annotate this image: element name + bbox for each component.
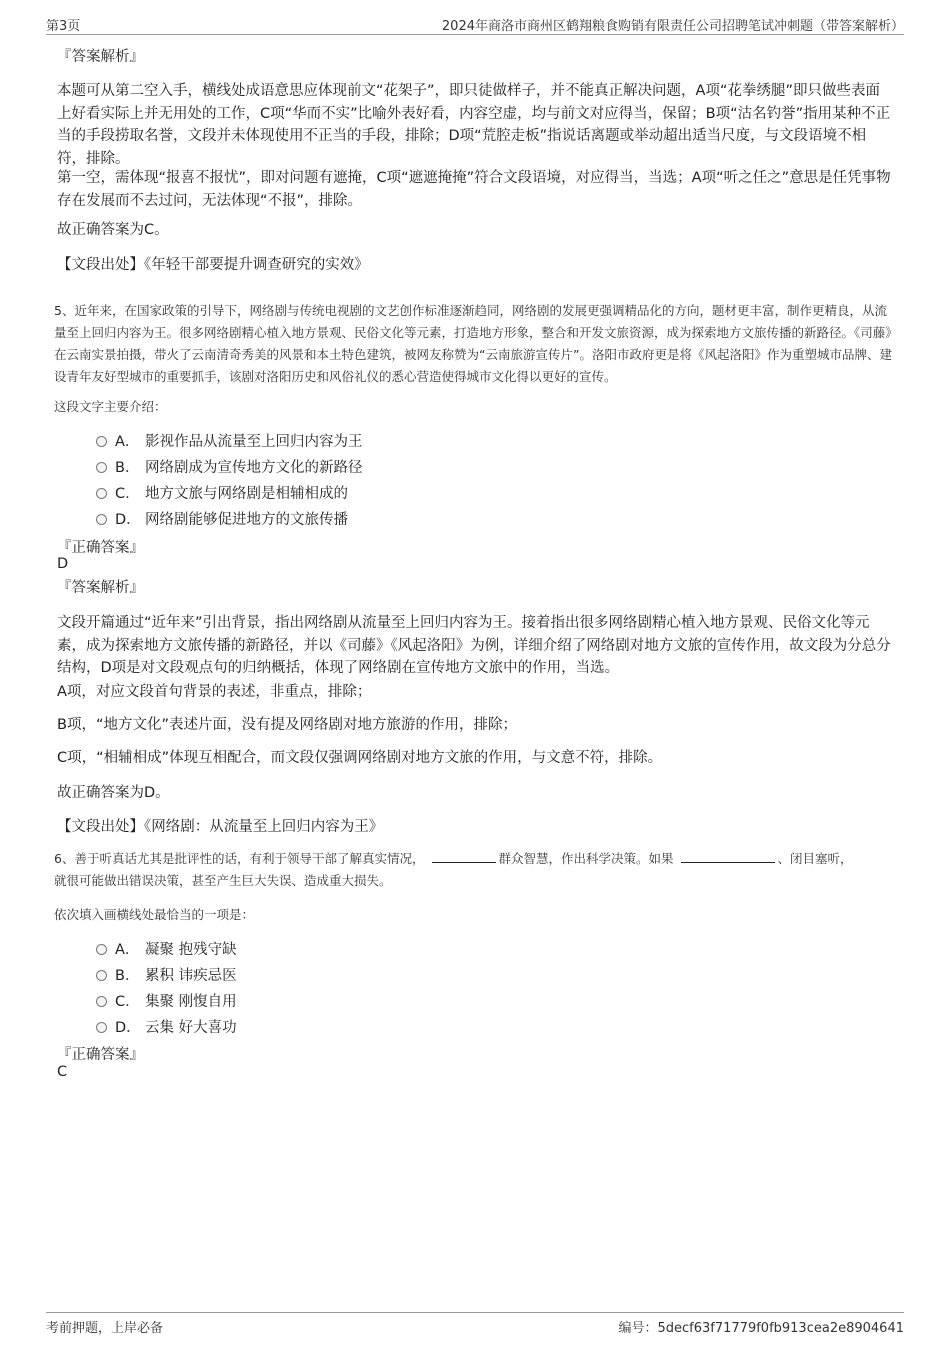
option-letter: D．	[115, 1020, 141, 1036]
document-title: 2024年商洛市商州区鹤翔粮食购销有限责任公司招聘笔试冲刺题（带答案解析）	[441, 19, 904, 34]
analysis-label: 『答案解析』	[57, 49, 144, 65]
correct-answer-label: 『正确答案』	[57, 540, 144, 556]
question-text-part: 群众智慧，作出科学决策。如果	[498, 851, 674, 866]
option-letter: B．	[115, 460, 140, 476]
analysis-paragraph: 文段开篇通过“近年来”引出背景，指出网络剧从流量至上回归内容为王。接着指出很多网络剧精心植入地方景观、民俗文化等元素，成为探索地方文旅传播的新路径，并以《司藤》《风起洛阳》为例，详细介绍了网络剧对地方文旅的宣传作用，故文段为分总分结构，D项是对文段观点句的归纳概括，体现了网络剧在宣传地方文旅中的作用，当选。	[57, 615, 891, 676]
option-text: 影视作品从流量至上回归内容为王	[145, 434, 363, 450]
radio-button[interactable]	[96, 488, 107, 499]
option-text: 累积 讳疾忌医	[145, 968, 237, 984]
passage-source: 【文段出处】《年轻干部要提升调查研究的实效》	[57, 257, 369, 273]
option-a[interactable]	[96, 431, 363, 453]
question-6-text	[54, 848, 898, 892]
question-text-part: 就很可能做出错误决策，甚至产生巨大失误、造成重大损失。	[54, 873, 392, 888]
answer-conclusion: 故正确答案为C。	[57, 222, 169, 238]
passage-source: 【文段出处】《网络剧：从流量至上回归内容为王》	[57, 819, 384, 835]
radio-button[interactable]	[96, 514, 107, 525]
radio-button[interactable]	[96, 944, 107, 955]
question-6-prompt: 依次填入画横线处最恰当的一项是：	[54, 907, 255, 922]
question-5-text: 5、近年来，在国家政策的引导下，网络剧与传统电视剧的文艺创作标准逐渐趋同，网络剧的发展更强调精品化的方向，题材更丰富，制作更精良，从流量至上回归内容为王。很多网络剧精心植入地方景观、民俗文化等元素，打造地方形象，整合和开发文旅资源，成为探索地方文旅传播的新路径。《司藤》在云南实景拍摄，带火了云南清奇秀美的风景和本土特色建筑，被网友称赞为“云南旅游宣传片”。洛阳市政府更是将《风起洛阳》作为重塑城市品牌、建设青年友好型城市的重要抓手，该剧对洛阳历史和风俗礼仪的悉心营造使得城市文化得以更好的宣传。	[54, 303, 898, 384]
option-text: 云集 好大喜功	[145, 1020, 237, 1036]
radio-button[interactable]	[96, 970, 107, 981]
document-serial: 编号：5decf63f71779f0fb913cea2e8904641	[618, 1321, 904, 1336]
analysis-paragraph: C项，“相辅相成”体现互相配合，而文段仅强调网络剧对地方文旅的作用，与文意不符，排除。	[57, 750, 663, 766]
analysis-paragraph: 第一空，需体现“报喜不报忧”，即对问题有遮掩，C项“遮遮掩掩”符合文段语境，对应得当，当选；A项“听之任之”意思是任凭事物存在发展而不去过问，无法体现“不报”，排除。	[57, 170, 891, 209]
analysis-paragraph: A项，对应文段首句背景的表述，非重点，排除；	[57, 684, 372, 700]
option-c[interactable]	[96, 991, 237, 1013]
question-text-part: 、闭目塞听，	[777, 851, 853, 866]
option-text: 集聚 刚愎自用	[145, 994, 237, 1010]
option-text: 凝聚 抱残守缺	[145, 942, 237, 958]
option-text: 网络剧能够促进地方的文旅传播	[145, 512, 348, 528]
option-letter: B．	[115, 968, 140, 984]
radio-button[interactable]	[96, 462, 107, 473]
question-5-prompt: 这段文字主要介绍：	[54, 399, 167, 414]
analysis-paragraph: 本题可从第二空入手，横线处成语意思应体现前文“花架子”，即只徒做样子，并不能真正解决问题，A项“花拳绣腿”即只做些表面上好看实际上并无用处的工作，C项“华而不实”比喻外表好看，内容空虚，均与前文对应得当，保留；B项“沽名钓誉”指用某种不正当的手段捞取名誉，文段并未体现使用不正当的手段，排除；D项“荒腔走板”指说话离题或举动超出适当尺度，与文段语境不相符，排除。	[57, 83, 891, 167]
option-text: 地方文旅与网络剧是相辅相成的	[145, 486, 348, 502]
question-text-part: 6、善于听真话尤其是批评性的话，有利于领导干部了解真实情况，	[54, 851, 425, 866]
page-header	[46, 14, 904, 35]
option-b[interactable]	[96, 965, 237, 987]
answer-conclusion: 故正确答案为D。	[57, 785, 170, 801]
radio-button[interactable]	[96, 996, 107, 1007]
correct-answer: C	[57, 1064, 68, 1080]
option-letter: A．	[115, 434, 140, 450]
radio-button[interactable]	[96, 436, 107, 447]
analysis-paragraph: B项，“地方文化”表述片面，没有提及网络剧对地方旅游的作用，排除；	[57, 717, 517, 733]
option-a[interactable]	[96, 939, 237, 961]
correct-answer: D	[57, 556, 69, 572]
footer-slogan: 考前押题，上岸必备	[46, 1321, 164, 1336]
correct-answer-label: 『正确答案』	[57, 1047, 144, 1063]
radio-button[interactable]	[96, 1022, 107, 1033]
option-c[interactable]	[96, 483, 348, 505]
option-text: 网络剧成为宣传地方文化的新路径	[145, 460, 363, 476]
option-letter: C．	[115, 486, 140, 502]
fill-blank-2	[681, 848, 775, 863]
option-d[interactable]	[96, 1017, 237, 1039]
page-number: 第3页	[46, 19, 81, 34]
option-d[interactable]	[96, 509, 348, 531]
option-letter: D．	[115, 512, 141, 528]
analysis-label: 『答案解析』	[57, 580, 144, 596]
option-letter: A．	[115, 942, 140, 958]
option-letter: C．	[115, 994, 140, 1010]
option-b[interactable]	[96, 457, 363, 479]
fill-blank-1	[432, 848, 496, 863]
page-footer	[46, 1312, 904, 1335]
